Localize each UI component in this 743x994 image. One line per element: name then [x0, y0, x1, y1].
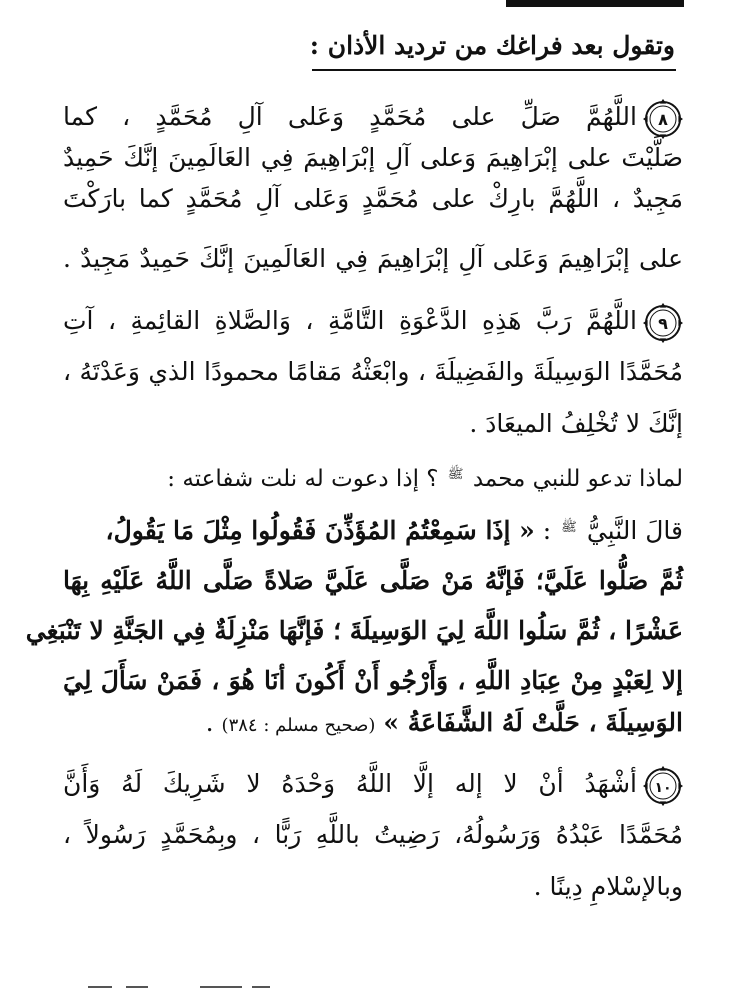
section-heading: وتقول بعد فراغك من ترديد الأذان : [309, 31, 675, 60]
hadith-line-3: عَشْرًا ، ثُمَّ سَلُوا اللَّهَ لِيَ الوَسِيلَةَ ؛ فَإنَّهَا مَنْزِلَةٌ فِي الجَنَّةِ لا تَنْبَغِي [25, 616, 683, 645]
medallion-number: ٩ [658, 313, 668, 333]
number-medallion-icon [643, 99, 683, 139]
footer-mark [88, 986, 112, 988]
hadith-line-2: ثُمَّ صَلُّوا عَلَيَّ؛ فَإنَّهُ مَنْ صَلَّى عَلَيَّ صَلاةً صَلَّى اللَّهُ عَلَيْهِ بِهَا [63, 566, 683, 595]
question-text-start: لماذا تدعو للنبي محمد [472, 466, 683, 492]
section9-text: اللَّهُمَّ رَبَّ هَذِهِ الدَّعْوَةِ التَّامَّةِ ، وَالصَّلاةِ القائِمةِ ، آتِ [63, 306, 637, 335]
number-medallion-icon [643, 766, 683, 806]
hadith-intro-colon: : [542, 516, 552, 545]
heading-underline [312, 69, 676, 71]
footer-mark [200, 986, 242, 988]
medallion-number: ١٠ [654, 779, 672, 796]
top-border-bar [506, 0, 684, 7]
hadith-quote-end: الوَسِيلَةَ ، حَلَّتْ لَهُ الشَّفَاعَةُ » [383, 708, 683, 737]
pbuh-seal-icon: ﷺ [561, 520, 577, 535]
footer-mark [126, 986, 148, 988]
section10-text: أشْهَدُ أنْ لا إله إلَّا اللَّهُ وَحْدَهُ لا شَرِيكَ لَهُ وَأَنَّ [63, 769, 637, 798]
section9-line-2: مُحَمَّدًا الوَسِيلَةَ والفَضِيلَةَ ، وابْعَثْهُ مَقامًا محمودًا الذي وَعَدْتَهُ ، [63, 357, 683, 386]
hadith-period: . [205, 708, 214, 737]
hadith-intro: قالَ النَّبِيُّ [586, 516, 683, 545]
hadith-source: (صحيح مسلم : ٣٨٤) [221, 715, 376, 736]
section9-line-1 [63, 300, 683, 343]
footer-mark [252, 986, 270, 988]
section10-line-3: وبالإسْلامِ دِينًا . [533, 872, 683, 901]
section10-line-2: مُحَمَّدًا عَبْدُهُ وَرَسُولُهُ، رَضِيتُ باللَّهِ رَبًّا ، وبِمُحَمَّدٍ رَسُولاً ، [63, 820, 683, 849]
section8-line-1 [63, 96, 683, 139]
number-medallion-icon [643, 303, 683, 343]
section9-line-3: إنَّكَ لا تُخْلِفُ الميعَادَ . [469, 409, 683, 438]
hadith-line-5 [63, 702, 683, 747]
section8-line-4: على إبْرَاهِيمَ وَعَلى آلِ إبْرَاهِيمَ فِي العَالَمِينَ إنَّكَ حَمِيدٌ مَجِيدٌ . [63, 244, 683, 273]
pbuh-seal-icon: ﷺ [447, 467, 464, 482]
question-text-end: ؟ إذا دعوت له نلت شفاعته : [167, 466, 439, 492]
section8-line-2: صَلَّيْتَ على إبْرَاهِيمَ وَعلى آلِ إبْرَاهِيمَ فِي العَالَمِينَ إنَّكَ حَمِيدٌ [63, 143, 683, 172]
section8-text: اللَّهُمَّ صَلِّ على مُحَمَّدٍ وَعَلى آلِ مُحَمَّدٍ ، كما [63, 102, 637, 131]
hadith-line-1 [63, 510, 683, 552]
hadith-line-4: إلا لِعَبْدٍ مِنْ عِبَادِ اللَّهِ ، وَأَرْجُو أَنْ أَكُونَ أنَا هُوَ ، فَمَنْ سَأَلَ لِيَ [63, 666, 683, 695]
section10-line-1 [63, 763, 683, 806]
section8-line-3: مَجِيدٌ ، اللَّهُمَّ بارِكْ على مُحَمَّدٍ وَعَلى آلِ مُحَمَّدٍ كما بارَكْتَ [63, 184, 683, 213]
medallion-number: ٨ [658, 109, 668, 129]
question-line [63, 458, 683, 500]
hadith-quote-start: « إذَا سَمِعْتُمُ المُؤَذِّنَ فَقُولُوا مِثْلَ مَا يَقُولُ، [105, 516, 535, 545]
